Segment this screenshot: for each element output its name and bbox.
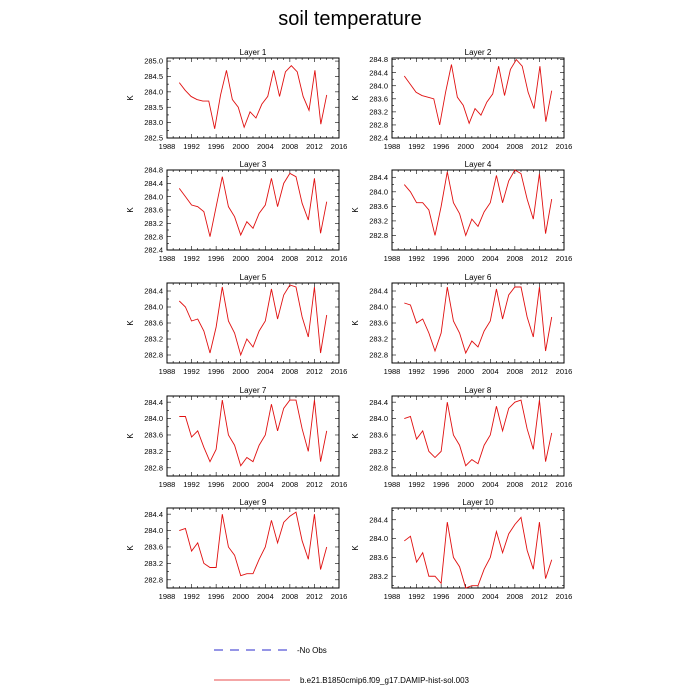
series-line (179, 512, 326, 576)
y-tick-label: 284.8 (369, 55, 388, 65)
panel-9 (126, 498, 347, 601)
y-tick-label: 283.2 (144, 334, 163, 344)
panel-10 (351, 498, 572, 601)
y-tick-label: 284.4 (144, 509, 163, 519)
x-tick-label: 2016 (555, 480, 573, 489)
y-tick-label: 282.8 (144, 232, 163, 242)
y-tick-label: 283.2 (144, 218, 163, 228)
x-tick-label: 1996 (207, 480, 225, 489)
x-tick-label: 2012 (306, 592, 323, 601)
x-tick-label: 2016 (555, 254, 573, 263)
x-tick-label: 2008 (281, 142, 299, 151)
legend-obs-label: -No Obs (297, 646, 327, 655)
y-tick-label: 282.4 (369, 133, 388, 143)
panel-title: Layer 7 (239, 386, 267, 395)
x-tick-label: 1996 (432, 480, 450, 489)
y-tick-label: 283.5 (144, 102, 163, 112)
y-axis-label: K (351, 433, 360, 439)
x-tick-label: 1996 (432, 142, 450, 151)
y-axis-label: K (126, 320, 135, 326)
y-axis-label: K (351, 207, 360, 213)
x-tick-label: 2016 (330, 367, 348, 376)
x-tick-label: 2000 (457, 592, 475, 601)
x-tick-label: 2012 (531, 142, 548, 151)
y-tick-label: 283.2 (369, 334, 388, 344)
x-tick-label: 2008 (506, 367, 524, 376)
y-axis-label: K (126, 545, 135, 551)
y-tick-label: 284.4 (144, 178, 163, 188)
panel-frame (392, 508, 564, 588)
x-tick-label: 2008 (506, 142, 524, 151)
y-tick-label: 283.6 (144, 542, 163, 552)
x-tick-label: 2012 (306, 142, 323, 151)
y-tick-label: 284.0 (144, 302, 163, 312)
y-tick-label: 283.6 (369, 201, 388, 211)
y-tick-label: 284.0 (144, 526, 163, 536)
x-tick-label: 2008 (506, 254, 524, 263)
chart-title: soil temperature (278, 8, 422, 30)
x-tick-label: 2000 (457, 480, 475, 489)
y-tick-label: 284.0 (369, 81, 388, 91)
y-axis-label: K (126, 95, 135, 101)
x-tick-label: 1988 (383, 367, 401, 376)
x-tick-label: 1996 (432, 592, 450, 601)
panel-title: Layer 1 (239, 48, 267, 57)
x-tick-label: 1992 (408, 592, 425, 601)
panel-title: Layer 6 (464, 273, 492, 282)
panel-title: Layer 5 (239, 273, 267, 282)
panel-1 (126, 48, 347, 151)
y-tick-label: 283.0 (144, 118, 163, 128)
y-tick-label: 284.4 (369, 172, 388, 182)
x-tick-label: 1992 (408, 367, 425, 376)
y-tick-label: 284.4 (144, 286, 163, 296)
x-tick-label: 2000 (232, 142, 250, 151)
x-tick-label: 1996 (207, 142, 225, 151)
panel-7 (126, 386, 347, 489)
y-tick-label: 282.8 (144, 350, 163, 360)
y-axis-label: K (126, 433, 135, 439)
x-tick-label: 2004 (481, 142, 499, 151)
y-tick-label: 284.0 (369, 187, 388, 197)
y-tick-label: 284.4 (369, 515, 388, 525)
y-tick-label: 282.8 (369, 120, 388, 130)
series-line (179, 66, 326, 129)
y-tick-label: 284.8 (144, 165, 163, 175)
x-tick-label: 1996 (207, 367, 225, 376)
y-tick-label: 283.6 (144, 205, 163, 215)
x-tick-label: 2004 (256, 480, 274, 489)
y-axis-label: K (126, 207, 135, 213)
y-tick-label: 284.5 (144, 72, 163, 82)
y-tick-label: 283.6 (369, 318, 388, 328)
x-tick-label: 2004 (481, 254, 499, 263)
y-tick-label: 282.8 (144, 463, 163, 473)
x-tick-label: 1996 (207, 254, 225, 263)
x-tick-label: 2008 (506, 592, 524, 601)
x-tick-label: 2004 (256, 367, 274, 376)
panels-group (126, 48, 572, 601)
y-tick-label: 283.6 (369, 94, 388, 104)
x-tick-label: 2012 (531, 592, 548, 601)
y-tick-label: 283.6 (369, 553, 388, 563)
x-tick-label: 2000 (457, 367, 475, 376)
y-tick-label: 284.0 (144, 87, 163, 97)
x-tick-label: 2000 (457, 254, 475, 263)
series-line (179, 285, 326, 355)
series-line (179, 173, 326, 236)
x-tick-label: 1996 (207, 592, 225, 601)
y-tick-label: 283.6 (144, 430, 163, 440)
x-tick-label: 2016 (330, 592, 348, 601)
legend-model-label: b.e21.B1850cmip6.f09_g17.DAMIP-hist-sol.003 (300, 676, 469, 685)
x-tick-label: 2004 (481, 592, 499, 601)
x-tick-label: 2004 (481, 367, 499, 376)
y-tick-label: 283.2 (369, 446, 388, 456)
y-tick-label: 284.0 (369, 414, 388, 424)
x-tick-label: 1988 (158, 254, 176, 263)
y-tick-label: 283.6 (144, 318, 163, 328)
x-tick-label: 1988 (158, 367, 176, 376)
y-tick-label: 284.4 (144, 397, 163, 407)
x-tick-label: 2000 (232, 480, 250, 489)
x-tick-label: 2012 (531, 254, 548, 263)
y-axis-label: K (351, 320, 360, 326)
x-tick-label: 1996 (432, 367, 450, 376)
x-tick-label: 2012 (531, 367, 548, 376)
y-tick-label: 283.2 (369, 571, 388, 581)
y-tick-label: 282.8 (144, 575, 163, 585)
x-tick-label: 1988 (158, 480, 176, 489)
y-tick-label: 282.5 (144, 133, 163, 143)
series-line (404, 517, 551, 588)
panel-8 (351, 386, 572, 489)
x-tick-label: 1992 (408, 142, 425, 151)
y-tick-label: 282.4 (144, 245, 163, 255)
x-tick-label: 2012 (306, 367, 323, 376)
x-tick-label: 2016 (555, 592, 573, 601)
y-tick-label: 282.8 (369, 350, 388, 360)
series-line (404, 170, 551, 235)
x-tick-label: 2016 (330, 480, 348, 489)
x-tick-label: 2016 (330, 254, 348, 263)
y-tick-label: 283.2 (144, 446, 163, 456)
x-tick-label: 2000 (232, 592, 250, 601)
x-tick-label: 2000 (457, 142, 475, 151)
panel-2 (351, 48, 572, 151)
x-tick-label: 2008 (281, 367, 299, 376)
x-tick-label: 2008 (506, 480, 524, 489)
x-tick-label: 2008 (281, 254, 299, 263)
x-tick-label: 2016 (330, 142, 348, 151)
y-tick-label: 283.2 (369, 107, 388, 117)
x-tick-label: 1988 (383, 592, 401, 601)
x-tick-label: 2004 (256, 592, 274, 601)
y-tick-label: 282.8 (369, 231, 388, 241)
series-line (179, 400, 326, 466)
x-tick-label: 2004 (481, 480, 499, 489)
panel-title: Layer 3 (239, 160, 267, 169)
y-tick-label: 284.4 (369, 397, 388, 407)
panel-title: Layer 8 (464, 386, 492, 395)
y-tick-label: 283.2 (144, 558, 163, 568)
x-tick-label: 1988 (383, 254, 401, 263)
y-axis-label: K (351, 95, 360, 101)
x-tick-label: 2004 (256, 142, 274, 151)
series-line (404, 60, 551, 125)
x-tick-label: 2016 (555, 142, 573, 151)
x-tick-label: 2000 (232, 254, 250, 263)
x-tick-label: 1988 (383, 142, 401, 151)
panel-title: Layer 4 (464, 160, 492, 169)
panel-title: Layer 10 (462, 498, 494, 507)
panel-3 (126, 160, 347, 263)
x-tick-label: 2016 (555, 367, 573, 376)
panel-frame (167, 170, 339, 250)
panel-title: Layer 9 (239, 498, 267, 507)
y-tick-label: 284.0 (144, 414, 163, 424)
panel-5 (126, 273, 347, 376)
x-tick-label: 1992 (183, 254, 200, 263)
legend (214, 646, 470, 685)
y-axis-label: K (351, 545, 360, 551)
x-tick-label: 2012 (531, 480, 548, 489)
y-tick-label: 283.2 (369, 216, 388, 226)
x-tick-label: 2008 (281, 592, 299, 601)
x-tick-label: 1996 (432, 254, 450, 263)
x-tick-label: 1992 (408, 480, 425, 489)
x-tick-label: 2000 (232, 367, 250, 376)
x-tick-label: 1992 (183, 480, 200, 489)
x-tick-label: 1992 (183, 367, 200, 376)
y-tick-label: 284.4 (369, 68, 388, 78)
x-tick-label: 2004 (256, 254, 274, 263)
panel-frame (392, 58, 564, 138)
x-tick-label: 1988 (383, 480, 401, 489)
y-tick-label: 284.0 (144, 192, 163, 202)
x-tick-label: 1992 (183, 592, 200, 601)
panel-frame (167, 58, 339, 138)
x-tick-label: 1992 (408, 254, 425, 263)
series-line (404, 400, 551, 466)
y-tick-label: 284.0 (369, 534, 388, 544)
y-tick-label: 284.0 (369, 302, 388, 312)
panel-6 (351, 273, 572, 376)
series-line (404, 287, 551, 353)
x-tick-label: 1992 (183, 142, 200, 151)
x-tick-label: 2008 (281, 480, 299, 489)
panel-title: Layer 2 (464, 48, 492, 57)
y-tick-label: 282.8 (369, 463, 388, 473)
x-tick-label: 1988 (158, 592, 176, 601)
x-tick-label: 2012 (306, 254, 323, 263)
y-tick-label: 285.0 (144, 56, 163, 66)
panel-4 (351, 160, 572, 263)
y-tick-label: 283.6 (369, 430, 388, 440)
x-tick-label: 2012 (306, 480, 323, 489)
y-tick-label: 284.4 (369, 286, 388, 296)
x-tick-label: 1988 (158, 142, 176, 151)
